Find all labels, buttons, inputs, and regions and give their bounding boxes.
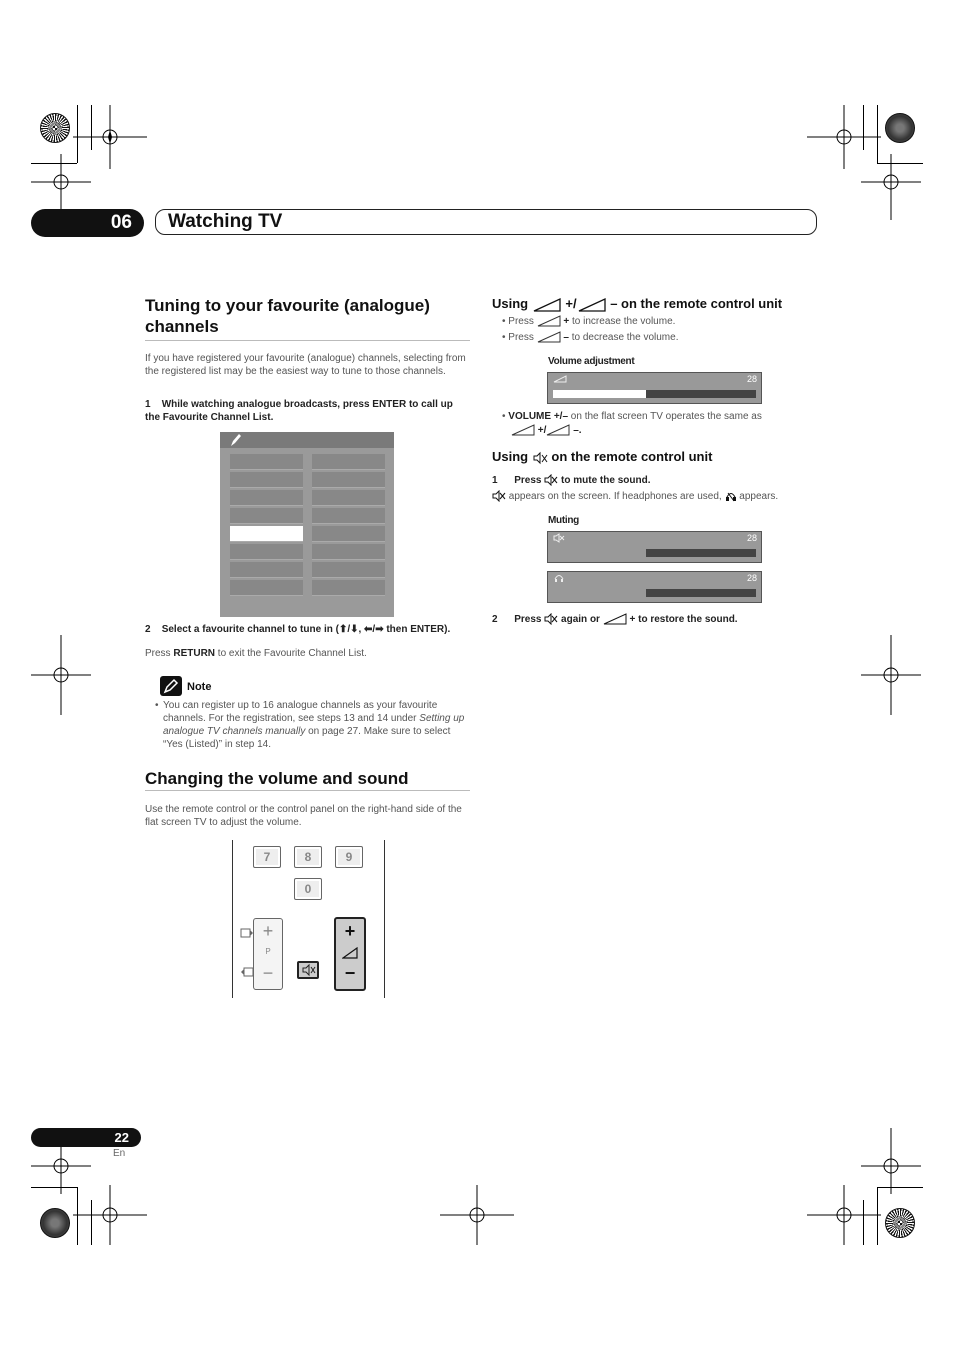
volume-level	[553, 390, 646, 398]
favourite-step-1: 1 While watching analogue broadcasts, press ENTER to call up the Favourite Channel List.	[145, 399, 453, 423]
mute-button[interactable]	[297, 961, 319, 979]
key-8[interactable]: 8	[294, 846, 322, 868]
mute-step-2: 2 Press again or + to restore the sound.	[492, 614, 738, 625]
channel-up-icon	[240, 927, 254, 939]
mute-level	[553, 549, 646, 557]
volume-adjustment-caption: Volume adjustment	[548, 356, 635, 367]
favourite-channel-slot[interactable]	[230, 454, 303, 470]
volume-panel-bullet-line2: +/ –.	[511, 424, 821, 437]
note-pen-icon	[160, 676, 182, 696]
chapter-number: 06	[31, 209, 144, 237]
favourite-channel-slot[interactable]	[312, 562, 385, 578]
favourite-channel-slot[interactable]	[312, 580, 385, 596]
mute-step-1: 1 Press to mute the sound.	[492, 475, 651, 486]
favourite-pen-icon	[228, 433, 244, 447]
mute-icon	[300, 963, 318, 977]
favourite-channel-slot[interactable]	[312, 508, 385, 524]
volume-rocker[interactable]	[334, 917, 366, 991]
channel-minus[interactable]: −	[262, 963, 274, 983]
key-9[interactable]: 9	[335, 846, 363, 868]
headphone-mute-icon	[554, 573, 564, 583]
volume-icon	[577, 297, 607, 313]
favourite-channel-slot[interactable]	[230, 580, 303, 596]
note-text: • You can register up to 16 analogue channels as your favourite channels. For the registration, see steps 13 and 14 under Setting up analogue TV channels manually on page 27. Make sure to select “Yes (Listed)” in step 14.	[155, 700, 465, 750]
favourite-channel-slot[interactable]	[230, 562, 303, 578]
mute-description: appears on the screen. If headphones are used, appears.	[492, 490, 822, 503]
page-number: 22	[31, 1128, 141, 1147]
mute-icon	[553, 533, 565, 543]
favourite-channel-list-screen	[220, 432, 394, 617]
volume-icon	[537, 315, 561, 327]
section-favourite-title: Tuning to your favourite (analogue) channels	[145, 296, 430, 336]
volume-heading: Using +/ – on the remote control unit	[492, 296, 783, 311]
volume-bullet-2: • Press – to decrease the volume.	[502, 332, 679, 343]
volume-icon	[546, 424, 570, 436]
headphone-mute-icon	[725, 490, 737, 502]
muting-osd	[547, 531, 762, 563]
favourite-intro: If you have registered your favourite (analogue) channels, selecting from the registered list may be the easiest way to tune to those channels.	[145, 353, 466, 377]
favourite-channel-slot[interactable]	[312, 526, 385, 542]
mute-icon	[492, 490, 506, 502]
volume-icon	[553, 375, 567, 383]
volume-icon	[532, 297, 562, 313]
headphone-mute-track	[553, 589, 756, 597]
favourite-channel-slot[interactable]	[312, 490, 385, 506]
muting-caption: Muting	[548, 515, 579, 526]
mute-icon	[544, 613, 558, 625]
favourite-channel-slot[interactable]	[230, 508, 303, 524]
channel-down-icon	[240, 966, 254, 978]
divider	[145, 340, 470, 341]
volume-adjustment-osd	[547, 372, 762, 404]
divider	[145, 790, 470, 791]
volume-icon	[511, 424, 535, 436]
language-code: En	[113, 1148, 126, 1159]
section-volume-title: Changing the volume and sound	[145, 769, 409, 788]
chapter-title: Watching TV	[168, 211, 283, 232]
screen-header	[220, 432, 394, 448]
headphone-muting-osd	[547, 571, 762, 603]
key-7[interactable]: 7	[253, 846, 281, 868]
remote-edge	[384, 840, 385, 998]
favourite-channel-slot[interactable]	[230, 526, 303, 542]
volume-value: 28	[746, 374, 757, 384]
remote-edge	[232, 840, 233, 998]
mute-icon	[532, 451, 548, 465]
mute-volume-value: 28	[746, 533, 757, 543]
key-0[interactable]: 0	[294, 878, 322, 900]
volume-plus[interactable]: +	[344, 921, 356, 941]
volume-bullet-1: • Press + to increase the volume.	[502, 316, 676, 327]
volume-icon	[603, 613, 627, 625]
favourite-channel-slot[interactable]	[312, 454, 385, 470]
channel-p-label: P	[265, 947, 271, 956]
favourite-channel-slot[interactable]	[312, 472, 385, 488]
channel-plus[interactable]: +	[262, 921, 274, 941]
headphone-volume-value: 28	[746, 573, 757, 583]
favourite-channel-slot[interactable]	[230, 544, 303, 560]
favourite-channel-slot[interactable]	[230, 472, 303, 488]
volume-icon	[342, 947, 358, 959]
volume-panel-bullet: • VOLUME +/– on the flat screen TV operates the same as	[502, 411, 762, 422]
favourite-channel-slot[interactable]	[312, 544, 385, 560]
volume-icon	[537, 331, 561, 343]
favourite-step-2-note: Press RETURN to exit the Favourite Channel List.	[145, 648, 367, 659]
channel-rocker[interactable]	[253, 918, 283, 990]
mute-icon	[544, 474, 558, 486]
favourite-channel-slot[interactable]	[230, 490, 303, 506]
favourite-step-2: 2 Select a favourite channel to tune in (⬆/⬇, ⬅/➡ then ENTER).	[145, 624, 451, 635]
volume-intro: Use the remote control or the control panel on the right-hand side of the flat screen TV to adjust the volume.	[145, 804, 462, 828]
volume-minus[interactable]: −	[344, 963, 356, 983]
mute-heading: Using on the remote control unit	[492, 449, 713, 464]
volume-track	[553, 390, 756, 398]
headphone-mute-level	[553, 589, 646, 597]
mute-track	[553, 549, 756, 557]
note-label: Note	[187, 681, 212, 693]
